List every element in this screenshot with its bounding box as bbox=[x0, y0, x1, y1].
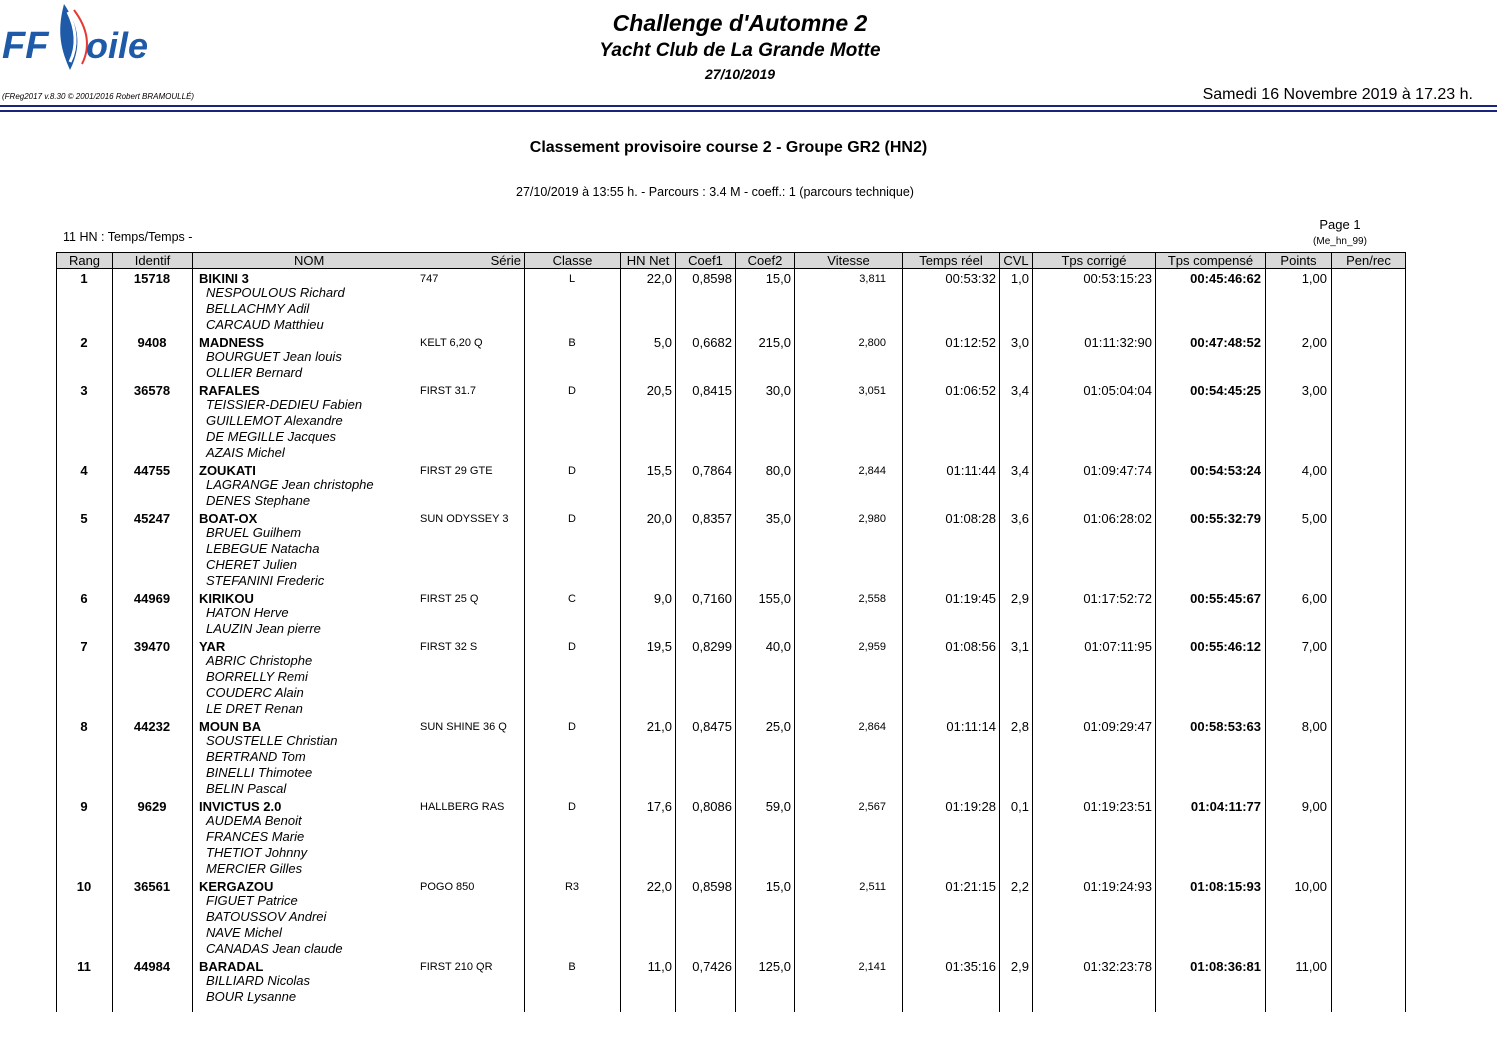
cell-hn-net: 21,0 bbox=[646, 719, 672, 734]
cell-coef1: 0,7426 bbox=[692, 959, 732, 974]
cell-tps-corrige: 01:11:32:90 bbox=[1084, 335, 1152, 350]
cell-serie: FIRST 32 S bbox=[420, 641, 478, 653]
col-temps-reel: Temps réel bbox=[903, 253, 1000, 268]
cell-nom: MOUN BA bbox=[199, 719, 262, 734]
ffvoile-logo-graphic bbox=[2, 2, 182, 74]
cell-tps-corrige: 01:09:47:74 bbox=[1083, 463, 1152, 478]
header-rule-bottom bbox=[0, 110, 1497, 112]
cell-cvl: 3,4 bbox=[1010, 383, 1029, 398]
cell-rang: 7 bbox=[80, 639, 88, 654]
cell-coef2: 125,0 bbox=[758, 959, 791, 974]
cell-tps-compense: 00:54:53:24 bbox=[1190, 463, 1261, 478]
cell-serie: FIRST 31.7 bbox=[420, 385, 477, 397]
cell-vitesse: 2,558 bbox=[858, 593, 886, 605]
crew-member: LAGRANGE Jean christophe bbox=[206, 477, 374, 492]
page-reference: (Me_hn_99) bbox=[1313, 236, 1367, 247]
cell-hn-net: 22,0 bbox=[646, 271, 672, 286]
cell-hn-net: 11,0 bbox=[647, 959, 672, 974]
cell-cvl: 3,1 bbox=[1010, 639, 1029, 654]
event-title: Challenge d'Automne 2 bbox=[612, 10, 868, 36]
cell-classe: D bbox=[568, 513, 576, 525]
crew-member: FIGUET Patrice bbox=[206, 893, 298, 908]
crew-member: COUDERC Alain bbox=[206, 685, 304, 700]
race-info: 27/10/2019 à 13:55 h. - Parcours : 3.4 M - coeff.: 1 (parcours technique) bbox=[516, 185, 914, 199]
cell-points: 4,00 bbox=[1301, 463, 1327, 478]
cell-tps-compense: 00:45:46:62 bbox=[1190, 271, 1261, 286]
col-serie: Série bbox=[425, 253, 525, 268]
cell-classe: L bbox=[568, 273, 576, 285]
cell-coef1: 0,8415 bbox=[692, 383, 732, 398]
cell-points: 3,00 bbox=[1301, 383, 1327, 398]
cell-hn-net: 9,0 bbox=[653, 591, 672, 606]
col-coef1: Coef1 bbox=[676, 253, 736, 268]
cell-tps-compense: 00:58:53:63 bbox=[1190, 719, 1261, 734]
cell-tps-compense: 00:54:45:25 bbox=[1190, 383, 1261, 398]
cell-tps-corrige: 01:19:24:93 bbox=[1083, 879, 1152, 894]
cell-vitesse: 3,051 bbox=[858, 385, 886, 397]
cell-coef2: 155,0 bbox=[758, 591, 791, 606]
crew-member: CANADAS Jean claude bbox=[206, 941, 343, 956]
cell-hn-net: 5,0 bbox=[653, 335, 672, 350]
cell-serie: FIRST 210 QR bbox=[420, 961, 493, 973]
cell-vitesse: 2,511 bbox=[859, 881, 886, 893]
table-row bbox=[56, 589, 1406, 636]
cell-serie: KELT 6,20 Q bbox=[420, 337, 483, 349]
cell-rang: 6 bbox=[80, 591, 88, 606]
cell-cvl: 2,9 bbox=[1010, 959, 1029, 974]
cell-vitesse: 2,980 bbox=[858, 513, 886, 525]
cell-cvl: 3,6 bbox=[1010, 511, 1029, 526]
cell-identif: 39470 bbox=[133, 639, 171, 654]
crew-member: LE DRET Renan bbox=[206, 701, 303, 716]
cell-serie: FIRST 29 GTE bbox=[420, 465, 493, 477]
cell-classe: D bbox=[568, 801, 576, 813]
results-table bbox=[56, 252, 1406, 1012]
cell-nom: BARADAL bbox=[199, 959, 264, 974]
cell-tps-compense: 00:55:32:79 bbox=[1190, 511, 1261, 526]
crew-member: MERCIER Gilles bbox=[206, 861, 303, 876]
cell-classe: D bbox=[568, 465, 576, 477]
cell-points: 1,00 bbox=[1301, 271, 1327, 286]
crew-member: HATON Herve bbox=[206, 605, 289, 620]
cell-points: 2,00 bbox=[1301, 335, 1327, 350]
cell-points: 10,00 bbox=[1294, 879, 1327, 894]
cell-coef2: 15,0 bbox=[765, 879, 791, 894]
page-number: Page 1 bbox=[1319, 217, 1361, 232]
cell-coef2: 15,0 bbox=[765, 271, 791, 286]
cell-rang: 2 bbox=[80, 335, 88, 350]
cell-identif: 44232 bbox=[133, 719, 171, 734]
crew-member: BELIN Pascal bbox=[206, 781, 287, 796]
cell-coef1: 0,7160 bbox=[692, 591, 732, 606]
cell-tps-compense: 01:08:36:81 bbox=[1190, 959, 1261, 974]
cell-vitesse: 2,959 bbox=[858, 641, 886, 653]
cell-vitesse: 2,141 bbox=[858, 961, 886, 973]
crew-member: BELLACHMY Adil bbox=[206, 301, 310, 316]
cell-tps-corrige: 01:09:29:47 bbox=[1083, 719, 1152, 734]
col-tps-compense: Tps compensé bbox=[1156, 253, 1266, 268]
table-row bbox=[56, 381, 1406, 460]
cell-classe: B bbox=[568, 961, 576, 973]
col-cvl: CVL bbox=[1000, 253, 1033, 268]
table-row bbox=[56, 333, 1406, 380]
cell-cvl: 3,4 bbox=[1010, 463, 1029, 478]
cell-tps-corrige: 01:32:23:78 bbox=[1083, 959, 1152, 974]
crew-member: BRUEL Guilhem bbox=[206, 525, 302, 540]
col-rang: Rang bbox=[57, 253, 113, 268]
cell-rang: 5 bbox=[80, 511, 88, 526]
crew-member: GUILLEMOT Alexandre bbox=[206, 413, 343, 428]
cell-identif: 9408 bbox=[137, 335, 167, 350]
cell-identif: 15718 bbox=[133, 271, 171, 286]
crew-member: TEISSIER-DEDIEU Fabien bbox=[206, 397, 363, 412]
cell-tps-compense: 01:04:11:77 bbox=[1190, 799, 1261, 814]
table-row bbox=[56, 269, 1406, 332]
cell-rang: 9 bbox=[80, 799, 88, 814]
table-row bbox=[56, 717, 1406, 796]
cell-rang: 8 bbox=[80, 719, 88, 734]
cell-coef1: 0,8598 bbox=[692, 271, 732, 286]
cell-identif: 36561 bbox=[133, 879, 171, 894]
cell-vitesse: 2,800 bbox=[858, 337, 886, 349]
cell-identif: 36578 bbox=[133, 383, 171, 398]
cell-tps-corrige: 01:17:52:72 bbox=[1083, 591, 1152, 606]
crew-member: OLLIER Bernard bbox=[206, 365, 303, 380]
printed-datetime: Samedi 16 Novembre 2019 à 17.23 h. bbox=[1202, 86, 1473, 103]
software-credit: (FReg2017 v.8.30 © 2001/2016 Robert BRAMOULLÉ) bbox=[2, 92, 195, 101]
crew-member: BILLIARD Nicolas bbox=[206, 973, 311, 988]
cell-coef1: 0,8598 bbox=[692, 879, 732, 894]
cell-tps-corrige: 01:05:04:04 bbox=[1083, 383, 1152, 398]
cell-nom: KERGAZOU bbox=[199, 879, 274, 894]
ranking-subtitle: Classement provisoire course 2 - Groupe GR2 (HN2) bbox=[529, 139, 928, 156]
cell-identif: 44755 bbox=[133, 463, 171, 478]
cell-nom: INVICTUS 2.0 bbox=[199, 799, 282, 814]
crew-member: AUDEMA Benoit bbox=[206, 813, 302, 828]
cell-coef1: 0,8475 bbox=[692, 719, 732, 734]
cell-rang: 3 bbox=[80, 383, 88, 398]
cell-coef2: 80,0 bbox=[765, 463, 791, 478]
cell-serie: POGO 850 bbox=[420, 881, 475, 893]
cell-temps-reel: 01:08:56 bbox=[945, 639, 996, 654]
cell-classe: B bbox=[568, 337, 576, 349]
cell-hn-net: 22,0 bbox=[646, 879, 672, 894]
table-header bbox=[56, 252, 1406, 269]
crew-member: BORRELLY Remi bbox=[206, 669, 308, 684]
cell-rang: 4 bbox=[80, 463, 88, 478]
cell-coef2: 40,0 bbox=[765, 639, 791, 654]
cell-vitesse: 3,811 bbox=[859, 273, 886, 285]
col-points: Points bbox=[1266, 253, 1332, 268]
cell-coef1: 0,8299 bbox=[692, 639, 732, 654]
cell-coef2: 35,0 bbox=[765, 511, 791, 526]
cell-tps-compense: 00:47:48:52 bbox=[1190, 335, 1261, 350]
table-row bbox=[56, 461, 1406, 508]
crew-member: ABRIC Christophe bbox=[206, 653, 313, 668]
cell-tps-compense: 00:55:46:12 bbox=[1190, 639, 1261, 654]
crew-member: DENES Stephane bbox=[206, 493, 311, 508]
cell-nom: BOAT-OX bbox=[199, 511, 258, 526]
col-vitesse: Vitesse bbox=[795, 253, 903, 268]
cell-serie: FIRST 25 Q bbox=[420, 593, 479, 605]
cell-serie: HALLBERG RAS bbox=[420, 801, 505, 813]
crew-member: NESPOULOUS Richard bbox=[206, 285, 345, 300]
cell-tps-corrige: 01:06:28:02 bbox=[1083, 511, 1152, 526]
cell-classe: C bbox=[568, 593, 576, 605]
cell-vitesse: 2,844 bbox=[858, 465, 886, 477]
cell-classe: D bbox=[568, 385, 576, 397]
cell-identif: 44984 bbox=[133, 959, 171, 974]
crew-member: BOURGUET Jean louis bbox=[206, 349, 342, 364]
cell-tps-corrige: 01:07:11:95 bbox=[1084, 639, 1152, 654]
crew-member: CHERET Julien bbox=[206, 557, 298, 572]
cell-hn-net: 17,6 bbox=[646, 799, 672, 814]
cell-points: 5,00 bbox=[1301, 511, 1327, 526]
cell-hn-net: 19,5 bbox=[646, 639, 672, 654]
cell-hn-net: 20,0 bbox=[646, 511, 672, 526]
cell-tps-corrige: 01:19:23:51 bbox=[1083, 799, 1152, 814]
cell-nom: ZOUKATI bbox=[199, 463, 256, 478]
crew-member: AZAIS Michel bbox=[206, 445, 285, 460]
cell-serie: 747 bbox=[420, 273, 439, 285]
cell-coef2: 30,0 bbox=[765, 383, 791, 398]
cell-coef2: 215,0 bbox=[758, 335, 791, 350]
col-identif: Identif bbox=[113, 253, 193, 268]
cell-coef1: 0,8086 bbox=[692, 799, 732, 814]
cell-points: 11,00 bbox=[1295, 959, 1327, 974]
col-classe: Classe bbox=[525, 253, 621, 268]
cell-nom: YAR bbox=[199, 639, 226, 654]
cell-cvl: 0,1 bbox=[1010, 799, 1029, 814]
cell-temps-reel: 00:53:32 bbox=[945, 271, 996, 286]
cell-cvl: 2,9 bbox=[1010, 591, 1029, 606]
cell-points: 9,00 bbox=[1301, 799, 1327, 814]
cell-coef2: 25,0 bbox=[765, 719, 791, 734]
cell-cvl: 2,8 bbox=[1010, 719, 1029, 734]
cell-vitesse: 2,567 bbox=[858, 801, 886, 813]
header-rule-top bbox=[0, 105, 1497, 107]
cell-hn-net: 20,5 bbox=[646, 383, 672, 398]
crew-member: CARCAUD Matthieu bbox=[206, 317, 324, 332]
cell-vitesse: 2,864 bbox=[858, 721, 886, 733]
crew-member: LEBEGUE Natacha bbox=[206, 541, 320, 556]
crew-member: NAVE Michel bbox=[206, 925, 282, 940]
cell-nom: RAFALES bbox=[199, 383, 260, 398]
col-pen-rec: Pen/rec bbox=[1346, 253, 1391, 268]
cell-temps-reel: 01:35:16 bbox=[945, 959, 996, 974]
cell-nom: KIRIKOU bbox=[199, 591, 254, 606]
cell-temps-reel: 01:11:14 bbox=[946, 719, 996, 734]
crew-member: THETIOT Johnny bbox=[206, 845, 308, 860]
table-row bbox=[56, 509, 1406, 588]
cell-temps-reel: 01:08:28 bbox=[945, 511, 996, 526]
crew-member: LAUZIN Jean pierre bbox=[206, 621, 321, 636]
cell-points: 8,00 bbox=[1301, 719, 1327, 734]
crew-member: SOUSTELLE Christian bbox=[206, 733, 338, 748]
cell-serie: SUN ODYSSEY 3 bbox=[420, 513, 509, 525]
cell-points: 6,00 bbox=[1301, 591, 1327, 606]
boats-count: 11 HN : Temps/Temps - bbox=[63, 230, 193, 244]
cell-temps-reel: 01:06:52 bbox=[945, 383, 996, 398]
cell-coef1: 0,7864 bbox=[692, 463, 732, 478]
crew-member: BATOUSSOV Andrei bbox=[206, 909, 327, 924]
crew-member: BERTRAND Tom bbox=[206, 749, 306, 764]
crew-member: FRANCES Marie bbox=[206, 829, 305, 844]
cell-cvl: 2,2 bbox=[1010, 879, 1029, 894]
cell-temps-reel: 01:19:45 bbox=[945, 591, 996, 606]
logo-ff-text: FF bbox=[2, 25, 49, 67]
crew-member: STEFANINI Frederic bbox=[206, 573, 325, 588]
cell-coef1: 0,6682 bbox=[692, 335, 732, 350]
col-tps-corrige: Tps corrigé bbox=[1033, 253, 1156, 268]
table-row bbox=[56, 797, 1406, 876]
crew-member: BINELLI Thimotee bbox=[206, 765, 313, 780]
event-club: Yacht Club de La Grande Motte bbox=[599, 40, 881, 61]
cell-serie: SUN SHINE 36 Q bbox=[420, 721, 507, 733]
cell-rang: 1 bbox=[80, 271, 88, 286]
cell-cvl: 1,0 bbox=[1010, 271, 1029, 286]
cell-hn-net: 15,5 bbox=[646, 463, 672, 478]
cell-coef2: 59,0 bbox=[765, 799, 791, 814]
logo-voile-text: oile bbox=[86, 25, 149, 66]
cell-tps-compense: 00:55:45:67 bbox=[1190, 591, 1261, 606]
cell-rang: 11 bbox=[77, 959, 91, 974]
col-nom: NOM bbox=[294, 253, 325, 268]
cell-classe: D bbox=[568, 721, 576, 733]
table-row bbox=[56, 877, 1406, 956]
table-row bbox=[56, 637, 1406, 716]
cell-classe: R3 bbox=[564, 881, 580, 893]
cell-temps-reel: 01:12:52 bbox=[945, 335, 996, 350]
event-date: 27/10/2019 bbox=[704, 66, 776, 82]
cell-identif: 9629 bbox=[137, 799, 167, 814]
cell-temps-reel: 01:19:28 bbox=[945, 799, 996, 814]
cell-identif: 45247 bbox=[133, 511, 171, 526]
cell-tps-corrige: 00:53:15:23 bbox=[1083, 271, 1152, 286]
cell-coef1: 0,8357 bbox=[692, 511, 732, 526]
cell-identif: 44969 bbox=[133, 591, 171, 606]
crew-member: BOUR Lysanne bbox=[206, 989, 297, 1004]
col-hn-net: HN Net bbox=[621, 253, 676, 268]
ffvoile-logo bbox=[2, 2, 182, 74]
cell-cvl: 3,0 bbox=[1010, 335, 1029, 350]
cell-temps-reel: 01:11:44 bbox=[946, 463, 996, 478]
cell-nom: MADNESS bbox=[199, 335, 265, 350]
cell-temps-reel: 01:21:15 bbox=[945, 879, 996, 894]
col-coef2: Coef2 bbox=[736, 253, 795, 268]
table-row bbox=[56, 957, 1406, 1004]
cell-nom: BIKINI 3 bbox=[199, 271, 249, 286]
cell-tps-compense: 01:08:15:93 bbox=[1190, 879, 1261, 894]
cell-points: 7,00 bbox=[1301, 639, 1327, 654]
cell-classe: D bbox=[568, 641, 576, 653]
crew-member: DE MEGILLE Jacques bbox=[206, 429, 337, 444]
cell-rang: 10 bbox=[76, 879, 92, 894]
